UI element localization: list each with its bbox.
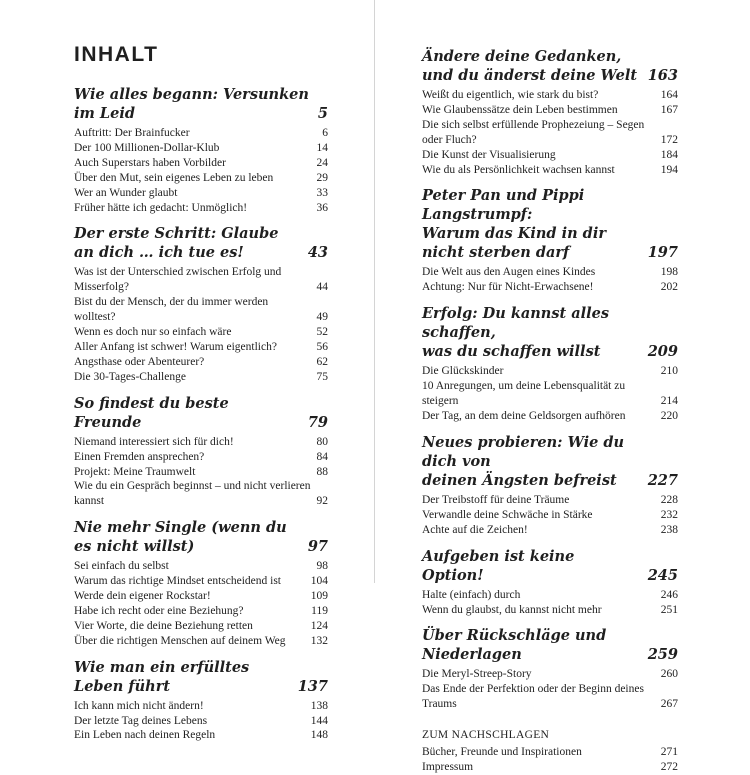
entry-title: Werde dein eigener Rockstar! [74,590,211,603]
entry-title: Der 100 Millionen-Dollar-Klub [74,141,220,154]
chapter-title: Ändere deine Gedanken, und du änderst deine Welt [422,48,638,84]
entry-page: 164 [660,89,678,101]
toc-entry[interactable] [74,295,328,325]
entry-title: Niemand interessiert sich für dich! [74,435,234,448]
entry-title: Verwandle deine Schwäche in Stärke [422,508,593,521]
toc-entry[interactable] [74,619,328,634]
toc-entry[interactable] [74,465,328,480]
chapter-heading[interactable] [74,394,328,432]
chapter-heading[interactable] [422,547,678,585]
entry-page: 24 [316,156,328,169]
chapter-title: Aufgeben ist keine Option! [422,547,575,584]
entry-page: 267 [660,698,678,711]
entry-page: 109 [310,590,328,603]
entry-title: Der Tag, an dem deine Geldsorgen aufhören [422,409,626,422]
toc-entry[interactable] [74,141,328,156]
toc-entry[interactable] [422,118,678,148]
chapter [422,626,678,712]
chapter-heading[interactable] [422,433,678,490]
entry-page: 14 [316,141,328,154]
chapter-title: Peter Pan und Pippi Langstrumpf: Warum das Kind in dir nicht sterben darf [422,187,606,262]
entry-page: 6 [322,127,328,139]
entry-page: 238 [660,523,678,536]
chapter-title: Über Rückschläge und Niederlagen [422,627,607,664]
chapter-heading[interactable] [74,518,328,556]
entry-title: Auch Superstars haben Vorbilder [74,156,226,169]
toc-entry[interactable] [74,574,328,589]
entry-page: 214 [660,395,678,408]
left-page [74,44,328,743]
right-page [422,47,678,775]
entry-page: 104 [310,575,328,588]
entry-page: 44 [316,281,328,294]
entry-title: Wer an Wunder glaubt [74,186,178,199]
right-chapter-list [422,47,678,712]
entry-page: 232 [660,508,678,521]
entry-page: 202 [660,281,678,294]
chapter-page: 43 [307,244,328,262]
chapter-page: 227 [647,471,678,489]
chapter [422,433,678,538]
chapter-title: Wie man ein erfülltes Leben führt [74,658,250,695]
toc-entry[interactable] [422,364,678,379]
toc-entry[interactable] [74,699,328,714]
entry-title: Habe ich recht oder eine Beziehung? [74,604,244,617]
entry-page: 80 [316,435,328,448]
toc-entry[interactable] [422,88,678,103]
entry-page: 88 [316,465,328,478]
toc-entry[interactable] [422,603,678,618]
toc-entry[interactable] [74,589,328,604]
entry-page: 260 [660,668,678,681]
entry-title: Warum das richtige Mindset entscheidend ist [74,575,281,588]
chapter-page: 259 [647,646,678,664]
toc-title: INHALT [74,43,159,66]
entry-page: 124 [310,619,328,632]
appendix-section [422,728,678,775]
chapter-heading[interactable] [74,224,328,262]
entry-title: Früher hätte ich gedacht: Unmöglich! [74,201,248,214]
toc-entry[interactable] [422,682,678,712]
entry-page: 194 [660,163,678,176]
chapter-title: Erfolg: Du kannst alles schaffen, was du schaffen willst [422,305,610,361]
chapter [74,658,328,744]
left-chapter-list [74,85,328,743]
toc-entry[interactable] [422,760,678,775]
entry-page: 271 [660,746,678,759]
entry-page: 92 [316,495,328,508]
toc-entry[interactable] [422,523,678,538]
toc-entry[interactable] [422,588,678,603]
chapter-page: 245 [647,566,678,584]
toc-entry[interactable] [422,493,678,508]
entry-page: 228 [660,493,678,506]
entry-page: 29 [316,171,328,184]
toc-entry[interactable] [74,479,328,509]
entry-title: Sei einfach du selbst [74,560,169,573]
entry-title: Die sich selbst erfüllende Prophezeiung – Segen oder Fluch? [422,118,645,146]
entry-title: Wie du ein Gespräch beginnst – und nicht verlieren kannst [74,480,311,508]
entry-title: Achtung: Nur für Nicht-Erwachsene! [422,281,594,294]
chapter-heading[interactable] [422,304,678,361]
chapter [422,304,678,424]
entry-page: 251 [660,603,678,616]
chapter-heading[interactable] [422,186,678,262]
toc-entry[interactable] [74,126,328,141]
entry-page: 36 [316,201,328,214]
chapter [422,47,678,177]
entry-title: Projekt: Meine Traumwelt [74,465,196,478]
entry-page: 167 [660,103,678,116]
chapter-title: Neues probieren: Wie du dich von deinen Ängsten befreist [422,433,625,489]
entry-page: 75 [316,370,328,383]
toc-entry[interactable] [74,265,328,295]
entry-title: Achte auf die Zeichen! [422,523,528,536]
entry-title: Halte (einfach) durch [422,588,521,601]
entry-page: 138 [310,699,328,712]
toc-entry[interactable] [74,450,328,465]
chapter-page: 5 [317,105,328,122]
chapter [422,547,678,618]
entry-page: 148 [310,729,328,742]
chapter-title: Der erste Schritt: Glaube an dich … ich tue es! [74,225,279,262]
entry-page: 119 [311,604,328,617]
toc-entry[interactable] [422,745,678,760]
toc-entry[interactable] [74,559,328,574]
entry-page: 52 [316,326,328,339]
entry-page: 98 [316,560,328,573]
chapter-page: 97 [307,538,328,556]
entry-title: Ich kann mich nicht ändern! [74,699,204,712]
entry-title: Bücher, Freunde und Inspirationen [422,746,582,759]
entry-title: Ein Leben nach deinen Regeln [74,729,216,742]
toc-entry[interactable] [422,667,678,682]
entry-title: Angsthase oder Abenteurer? [74,355,205,368]
appendix-heading: ZUM NACHSCHLAGEN [422,729,550,742]
chapter-heading[interactable] [74,85,328,123]
toc-entry[interactable] [74,340,328,355]
toc-entry[interactable] [422,280,678,295]
chapter [74,518,328,648]
entry-page: 62 [316,355,328,368]
entry-title: Wie du als Persönlichkeit wachsen kannst [422,163,615,176]
toc-entry[interactable] [74,604,328,619]
toc-entry[interactable] [422,379,678,409]
entry-title: Vier Worte, die deine Beziehung retten [74,619,253,632]
toc-entry[interactable] [422,148,678,163]
chapter-title: Wie alles begann: Versunken im Leid [74,86,309,122]
chapter-page: 137 [297,677,328,695]
chapter-page: 197 [647,244,678,262]
entry-title: 10 Anregungen, um deine Lebensqualität zu steigern [422,380,626,408]
chapter-title: So findest du beste Freunde [74,394,229,431]
chapter-heading[interactable] [74,658,328,696]
toc-entry[interactable] [74,171,328,186]
entry-page: 272 [660,761,678,774]
entry-title: Auftritt: Der Brainfucker [74,127,190,139]
chapter-heading[interactable] [422,626,678,664]
toc-entry[interactable] [74,156,328,171]
entry-title: Impressum [422,761,474,774]
entry-title: Was ist der Unterschied zwischen Erfolg und Misserfolg? [74,266,282,294]
chapter [74,85,328,215]
entry-title: Die Meryl-Streep-Story [422,668,532,681]
entry-page: 33 [316,186,328,199]
chapter-page: 163 [647,67,678,84]
chapter [74,224,328,384]
entry-title: Einen Fremden ansprechen? [74,450,205,463]
entry-page: 220 [660,409,678,422]
entry-title: Das Ende der Perfektion oder der Beginn deines Traums [422,683,644,711]
toc-entry[interactable] [74,186,328,201]
entry-page: 84 [316,450,328,463]
toc-entry[interactable] [74,634,328,649]
entry-title: Über den Mut, sein eigenes Leben zu leben [74,171,274,184]
chapter-heading[interactable] [422,47,678,85]
toc-entry[interactable] [74,728,328,743]
toc-entry[interactable] [74,201,328,216]
toc-entry[interactable] [74,714,328,729]
entry-page: 210 [660,365,678,378]
entry-page: 56 [316,340,328,353]
entry-title: Über die richtigen Menschen auf deinem Weg [74,634,286,647]
toc-entry[interactable] [74,435,328,450]
entry-page: 198 [660,266,678,279]
chapter [422,186,678,295]
entry-title: Bist du der Mensch, der du immer werden wolltest? [74,296,269,324]
toc-entry[interactable] [74,325,328,340]
page-gutter [374,0,375,583]
entry-title: Der Treibstoff für deine Träume [422,493,570,506]
entry-title: Wenn du glaubst, du kannst nicht mehr [422,603,602,616]
entry-title: Wenn es doch nur so einfach wäre [74,326,232,339]
entry-title: Weißt du eigentlich, wie stark du bist? [422,89,599,101]
entry-title: Die Glückskinder [422,365,504,378]
chapter-page: 79 [307,413,328,431]
entry-title: Wie Glaubenssätze dein Leben bestimmen [422,103,618,116]
entry-page: 49 [316,311,328,324]
toc-entry[interactable] [422,163,678,178]
toc-entry[interactable] [422,265,678,280]
entry-title: Die Welt aus den Augen eines Kindes [422,266,596,279]
entry-page: 144 [310,714,328,727]
toc-entry[interactable] [422,409,678,424]
entry-title: Der letzte Tag deines Lebens [74,714,208,727]
chapter-title: Nie mehr Single (wenn du es nicht willst) [74,519,287,556]
entry-page: 132 [310,634,328,647]
entry-page: 184 [660,148,678,161]
toc-entry[interactable] [422,103,678,118]
entry-title: Die 30-Tages-Challenge [74,370,186,383]
appendix-entry-list [422,745,678,775]
entry-title: Die Kunst der Visualisierung [422,148,556,161]
toc-entry[interactable] [74,355,328,370]
entry-title: Aller Anfang ist schwer! Warum eigentlich? [74,340,277,353]
toc-entry[interactable] [422,508,678,523]
entry-page: 172 [660,133,678,146]
chapter [74,394,328,510]
toc-entry[interactable] [74,370,328,385]
entry-page: 246 [660,588,678,601]
chapter-page: 209 [647,343,678,361]
